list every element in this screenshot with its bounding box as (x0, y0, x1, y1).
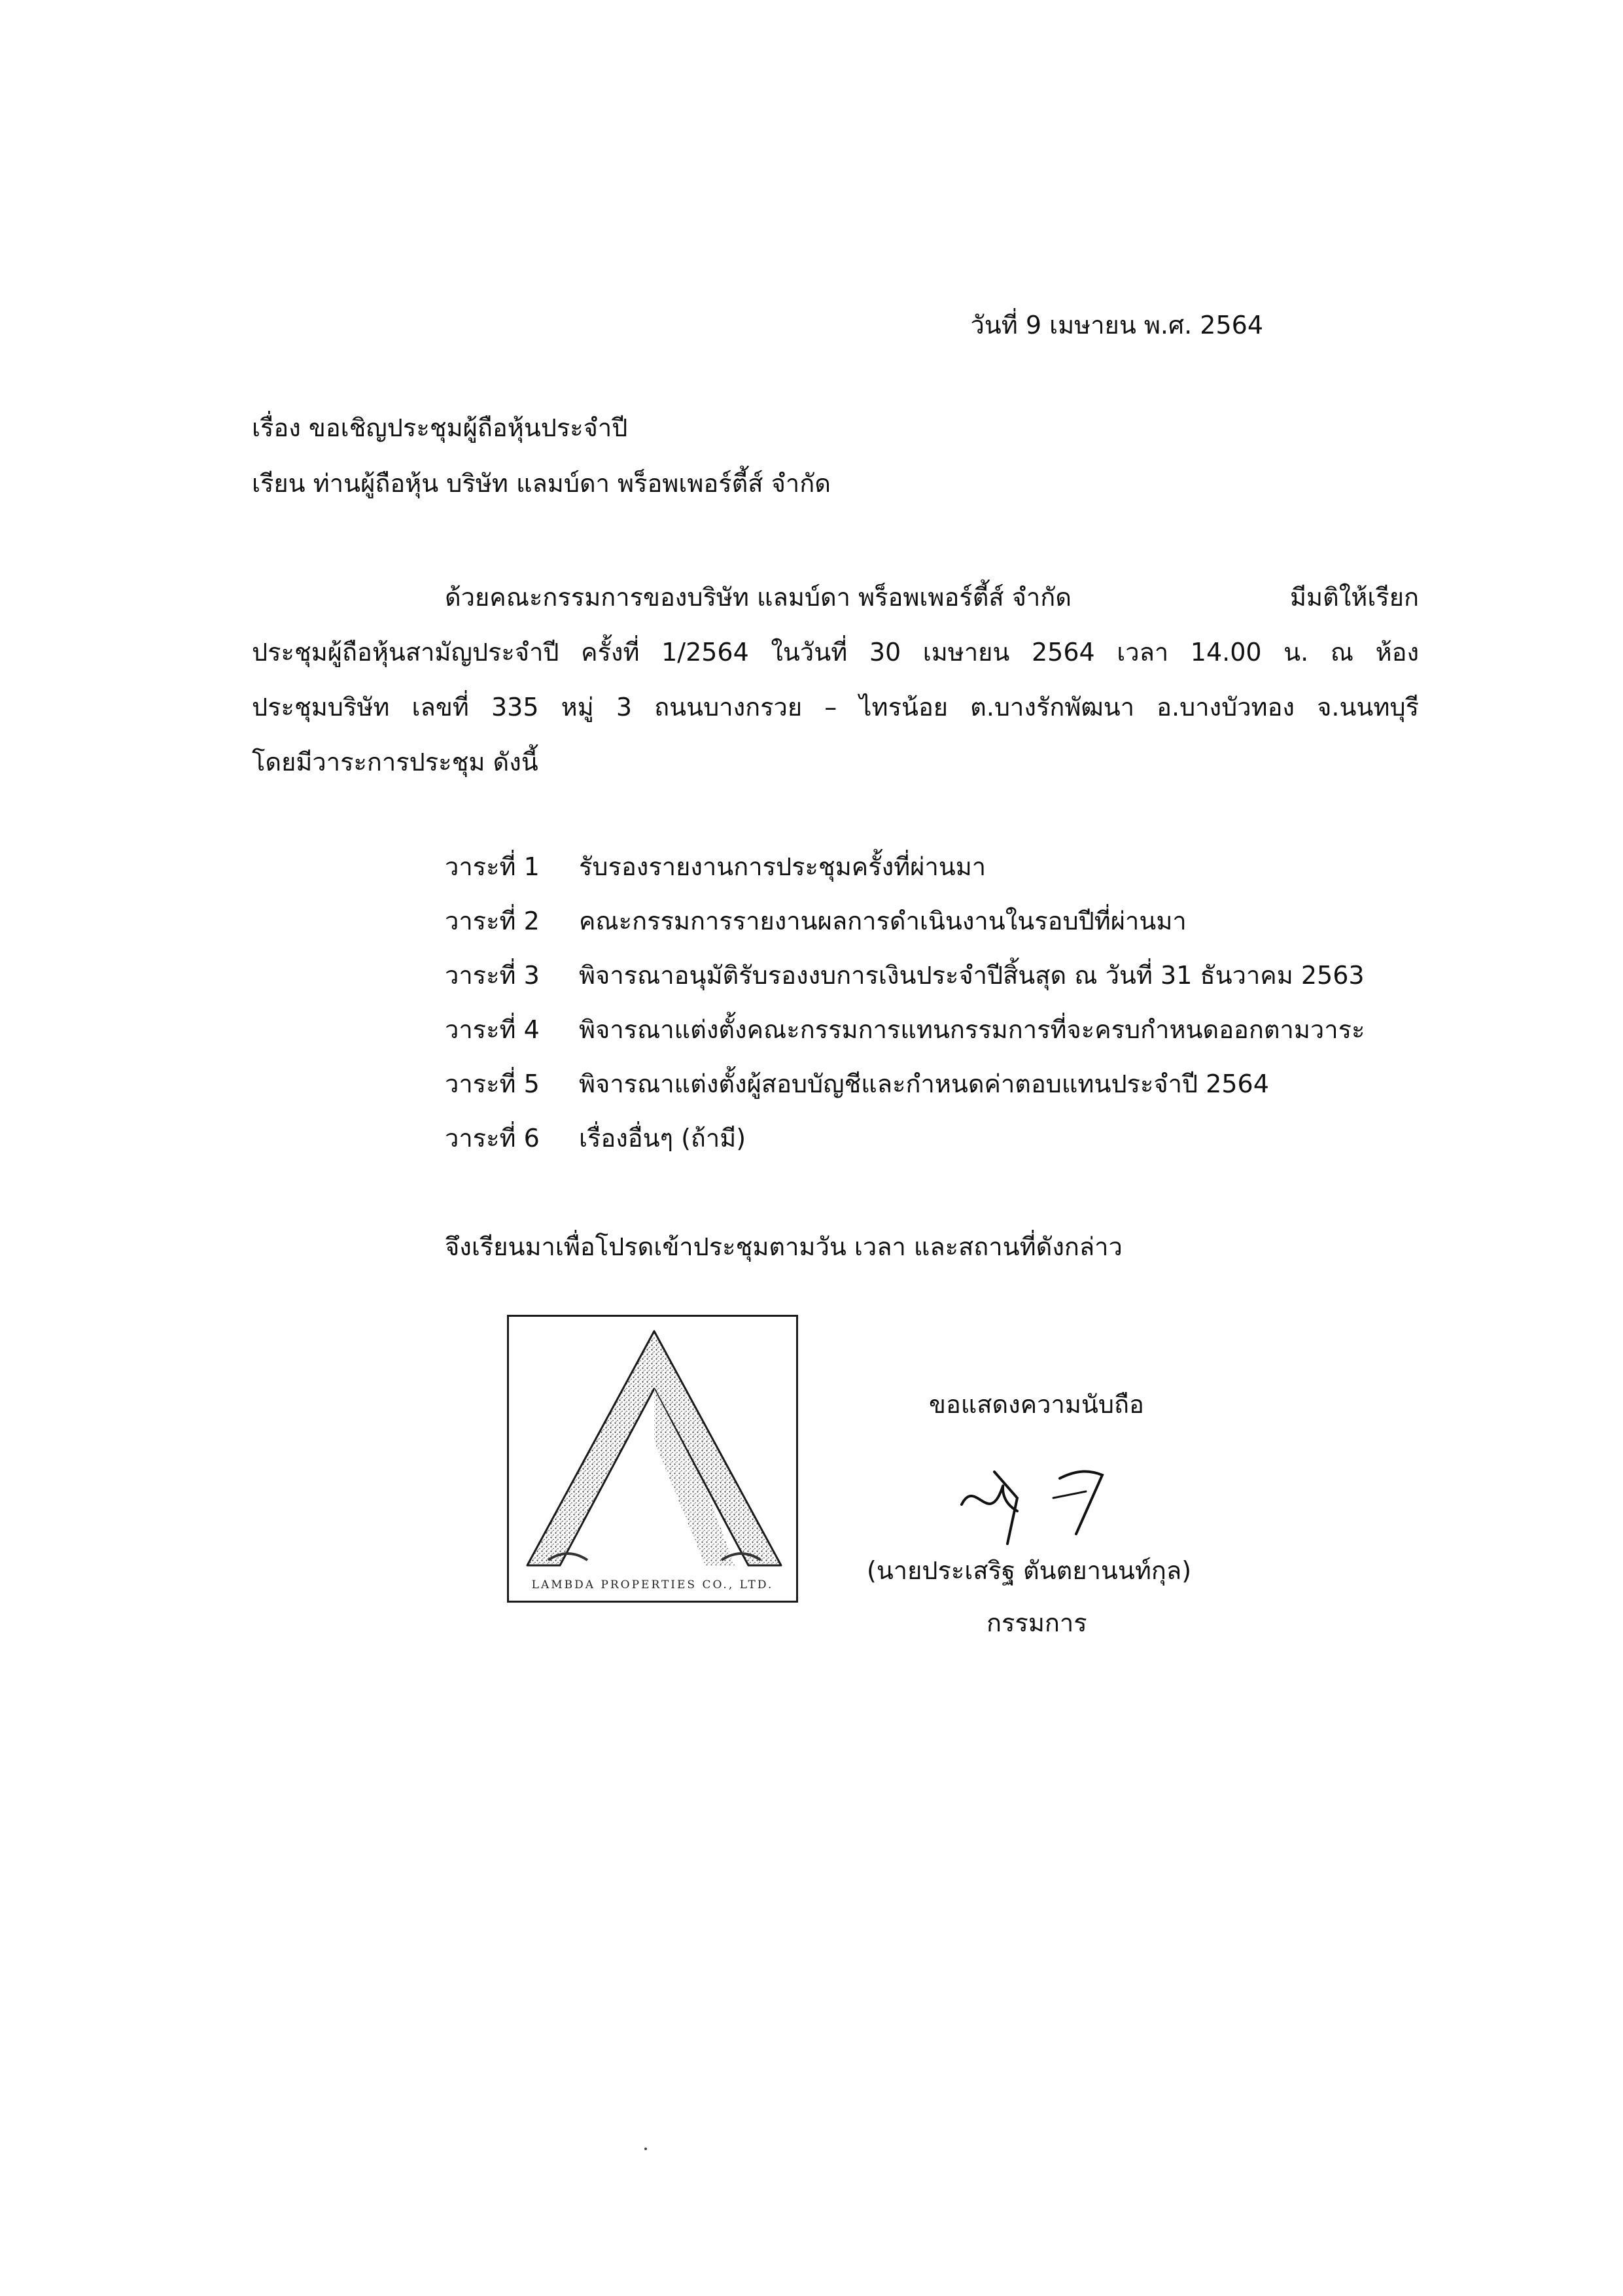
agenda-item-text: พิจารณาแต่งตั้งผู้สอบบัญชีและกำหนดค่าตอบแทนประจำปี 2564 (579, 1070, 1269, 1098)
agenda-item (445, 854, 1365, 909)
scan-speck (644, 2148, 647, 2150)
closing-line: จึงเรียนมาเพื่อโปรดเข้าประชุมตามวัน เวลา และสถานที่ดังกล่าว (445, 1232, 1123, 1261)
regards-line: ขอแสดงความนับถือ (929, 1390, 1144, 1419)
signature-icon (955, 1452, 1112, 1550)
agenda-item-text: รับรองรายงานการประชุมครั้งที่ผ่านมา (579, 852, 986, 881)
company-seal (507, 1315, 798, 1603)
agenda-list (445, 854, 1365, 1180)
agenda-item-number: วาระที่ 1 (445, 852, 540, 881)
signer-name: (นายประเสริฐ ตันตยานนท์กุล) (867, 1556, 1192, 1585)
agenda-item-text: พิจารณาแต่งตั้งคณะกรรมการแทนกรรมการที่จะครบกำหนดออกตามวาระ (579, 1015, 1365, 1044)
body-line-1-end: มีมติให้เรียก (1289, 583, 1419, 612)
signer-position: กรรมการ (986, 1609, 1087, 1637)
lambda-logo-icon (509, 1317, 800, 1605)
body-line-2: ประชุมผู้ถือหุ้นสามัญประจำปี ครั้งที่ 1/2564 ในวันที่ 30 เมษายน 2564 เวลา 14.00 น. ณ ห้อง (252, 638, 1419, 667)
seal-label: LAMBDA PROPERTIES CO., LTD. (531, 1578, 774, 1592)
agenda-item (445, 1071, 1365, 1126)
agenda-item-text: เรื่องอื่นๆ (ถ้ามี) (579, 1124, 746, 1153)
letter-date: วันที่ 9 เมษายน พ.ศ. 2564 (970, 311, 1263, 339)
agenda-item-number: วาระที่ 4 (445, 1015, 540, 1044)
agenda-item-text: พิจารณาอนุมัติรับรองงบการเงินประจำปีสิ้นสุด ณ วันที่ 31 ธันวาคม 2563 (579, 961, 1365, 990)
agenda-item-number: วาระที่ 6 (445, 1124, 540, 1153)
agenda-item-text: คณะกรรมการรายงานผลการดำเนินงานในรอบปีที่ผ่านมา (579, 907, 1187, 935)
body-line-3: ประชุมบริษัท เลขที่ 335 หมู่ 3 ถนนบางกรวย – ไทรน้อย ต.บางรักพัฒนา อ.บางบัวทอง จ.นนทบุรี (252, 693, 1419, 722)
signature-mark (955, 1452, 1112, 1553)
agenda-item-number: วาระที่ 2 (445, 907, 540, 935)
agenda-item (445, 1017, 1365, 1071)
body-line-4: โดยมีวาระการประชุม ดังนี้ (252, 748, 538, 776)
letter-subject: เรื่อง ขอเชิญประชุมผู้ถือหุ้นประจำปี (252, 413, 628, 442)
body-line-1: ด้วยคณะกรรมการของบริษัท แลมบ์ดา พร็อพเพอร์ตี้ส์ จำกัด (445, 583, 1072, 612)
agenda-item-number: วาระที่ 5 (445, 1070, 540, 1098)
letter-recipient: เรียน ท่านผู้ถือหุ้น บริษัท แลมบ์ดา พร็อพเพอร์ตี้ส์ จำกัด (252, 469, 831, 498)
agenda-item-number: วาระที่ 3 (445, 961, 540, 990)
agenda-item (445, 909, 1365, 963)
agenda-item (445, 1126, 1365, 1180)
agenda-item (445, 963, 1365, 1017)
